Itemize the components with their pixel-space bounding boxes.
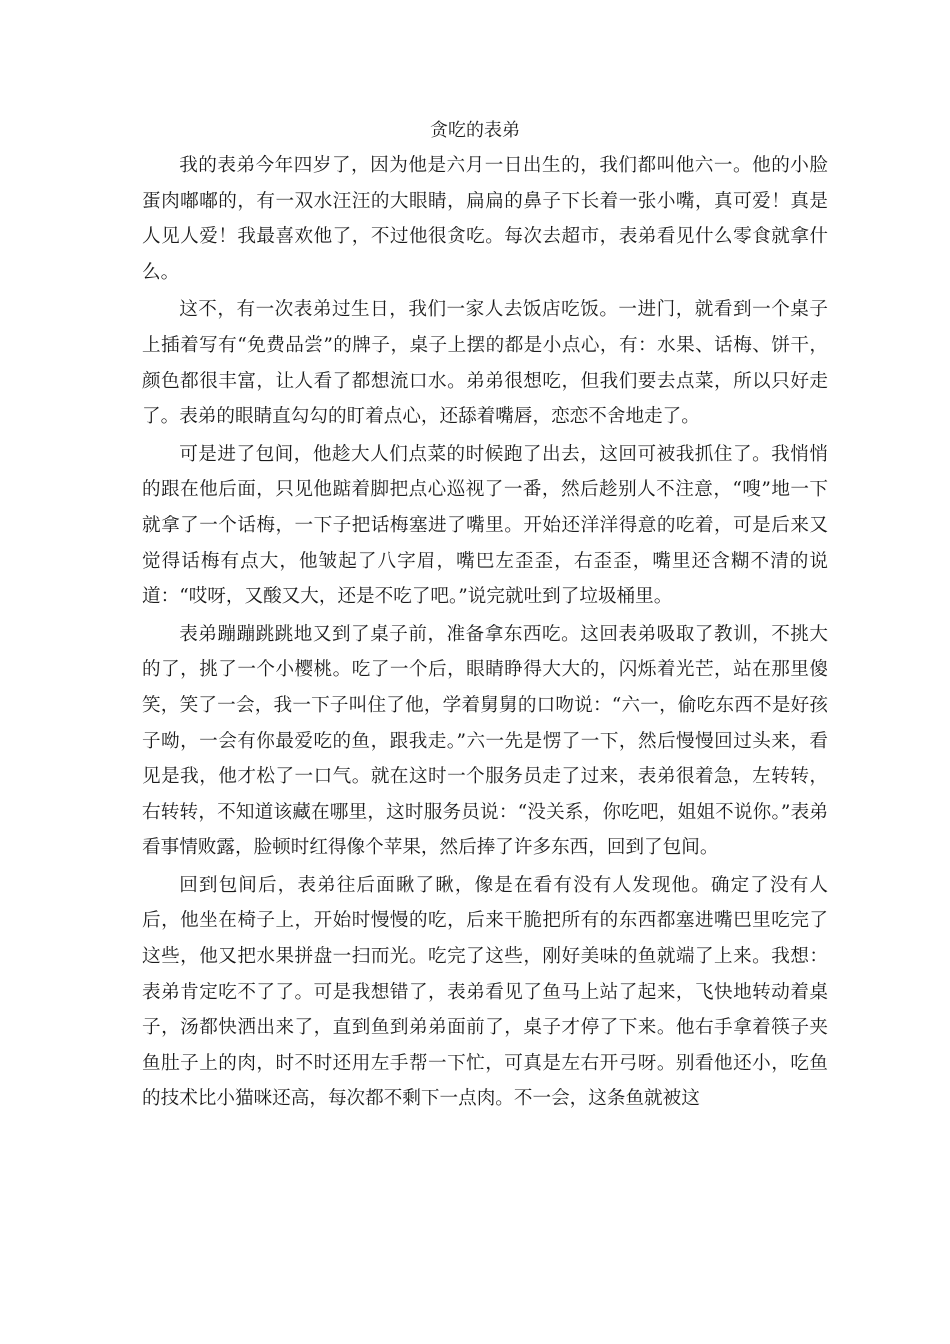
document-body bbox=[142, 148, 828, 1119]
paragraph-4: 表弟蹦蹦跳跳地又到了桌子前，准备拿东西吃。这回表弟吸取了教训，不挑大的了，挑了一个小樱桃。吃了一个后，眼睛睁得大大的，闪烁着光芒，站在那里傻笑，笑了一会，我一下子叫住了他，学着舅舅的口吻说：“六一，偷吃东西不是好孩子呦，一会有你最爱吃的鱼，跟我走。”六一先是愣了一下，然后慢慢回过头来，看见是我，他才松了一口气。就在这时一个服务员走了过来，表弟很着急，左转转，右转转，不知道该藏在哪里，这时服务员说：“没关系，你吃吧，姐姐不说你。”表弟看事情败露，脸顿时红得像个苹果，然后捧了许多东西，回到了包间。 bbox=[142, 623, 828, 859]
document-title: 贪吃的表弟 bbox=[430, 120, 520, 141]
paragraph-5: 回到包间后，表弟往后面瞅了瞅，像是在看有没有人发现他。确定了没有人后，他坐在椅子上，开始时慢慢的吃，后来干脆把所有的东西都塞进嘴巴里吃完了这些，他又把水果拼盘一扫而光。吃完了这些，刚好美味的鱼就端了上来。我想：表弟肯定吃不了了。可是我想错了，表弟看见了鱼马上站了起来，飞快地转动着桌子，汤都快洒出来了，直到鱼到弟弟面前了，桌子才停了下来。他右手拿着筷子夹鱼肚子上的肉，时不时还用左手帮一下忙，可真是左右开弓呀。别看他还小，吃鱼的技术比小猫咪还高，每次都不剩下一点肉。不一会，这条鱼就被这 bbox=[142, 874, 828, 1110]
paragraph-2: 这不，有一次表弟过生日，我们一家人去饭店吃饭。一进门，就看到一个桌子上插着写有“免费品尝”的牌子，桌子上摆的都是小点心，有：水果、话梅、饼干，颜色都很丰富，让人看了都想流口水。弟弟很想吃，但我们要去点菜，所以只好走了。表弟的眼睛直勾勾的盯着点心，还舔着嘴唇，恋恋不舍地走了。 bbox=[142, 299, 828, 428]
paragraph-3: 可是进了包间，他趁大人们点菜的时候跑了出去，这回可被我抓住了。我悄悄的跟在他后面，只见他踮着脚把点心巡视了一番，然后趁别人不注意，“嗖”地一下就拿了一个话梅，一下子把话梅塞进了嘴里。开始还洋洋得意的吃着，可是后来又觉得话梅有点大，他皱起了八字眉，嘴巴左歪歪，右歪歪，嘴里还含糊不清的说道：“哎呀，又酸又大，还是不吃了吧。”说完就吐到了垃圾桶里。 bbox=[142, 443, 828, 608]
paragraph-1: 我的表弟今年四岁了，因为他是六月一日出生的，我们都叫他六一。他的小脸蛋肉嘟嘟的，有一双水汪汪的大眼睛，扁扁的鼻子下长着一张小嘴，真可爱！真是人见人爱！我最喜欢他了，不过他很贪吃。每次去超市，表弟看见什么零食就拿什么。 bbox=[142, 155, 828, 283]
